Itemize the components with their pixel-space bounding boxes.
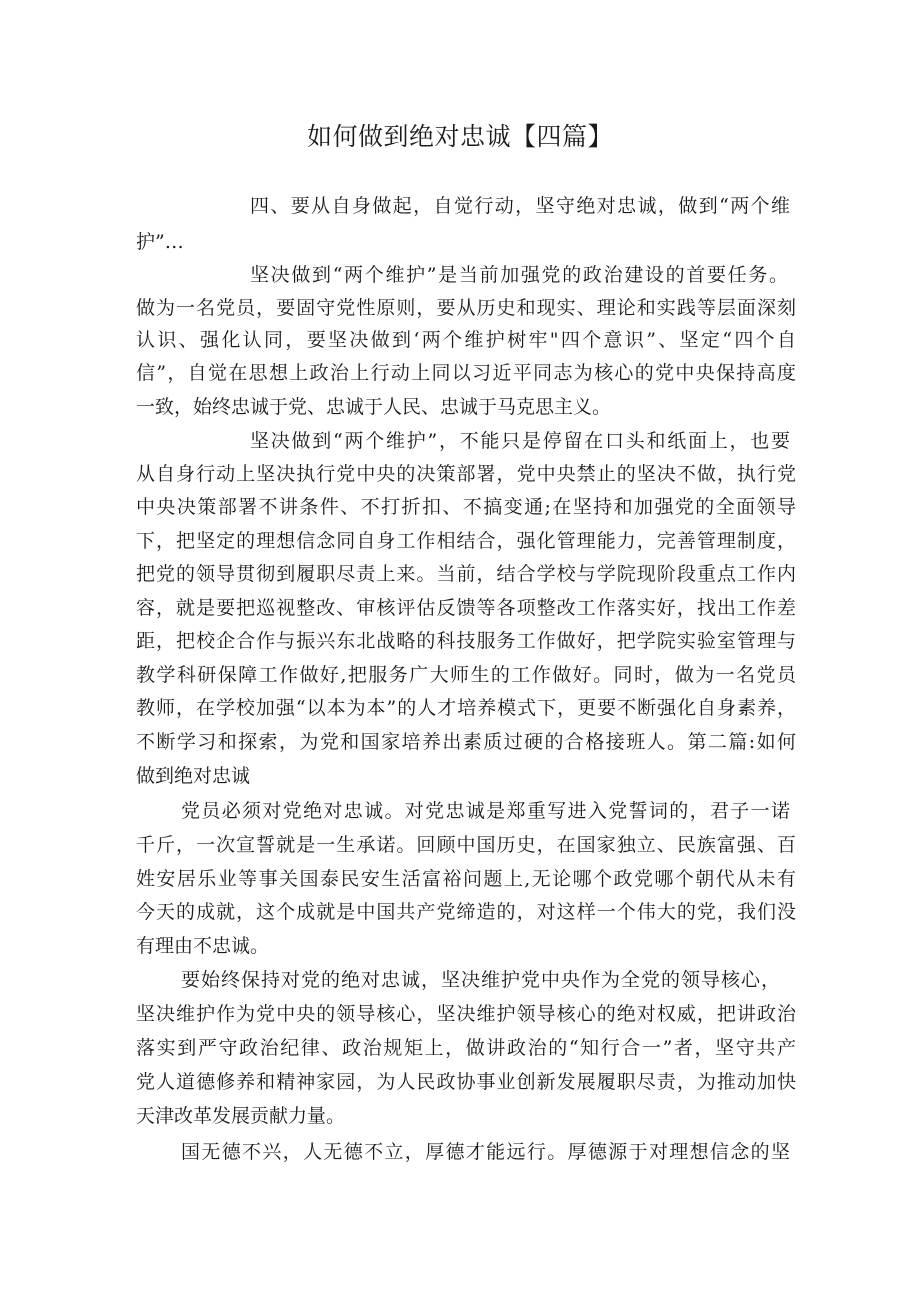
text-line: 姓安居乐业等事关国泰民安生活富裕问题上,无论哪个政党哪个朝代从未有 [136, 868, 796, 890]
text-line: 距，把校企合作与振兴东北战略的科技服务工作做好，把学院实验室管理与 [136, 630, 796, 652]
text-line: 国无德不兴，人无德不立，厚德才能远行。厚德源于对理想信念的坚 [181, 1141, 790, 1163]
text-line: 一致，始终忠诚于党、忠诚于人民、忠诚于马克思主义。 [136, 396, 612, 418]
text-line: 坚决做到“两个维护”，不能只是停留在口头和纸面上，也要 [250, 430, 790, 452]
text-line: 千斤，一次宣誓就是一生承诺。回顾中国历史，在国家独立、民族富强、百 [136, 834, 796, 856]
text-line: 信”，自觉在思想上政治上行动上同以习近平同志为核心的党中央保持高度 [136, 362, 796, 384]
text-line: 教学科研保障工作做好,把服务广大师生的工作做好。同时，做为一名党员 [136, 664, 796, 686]
document-title: 如何做到绝对忠诚【四篇】 [306, 122, 613, 151]
text-line: 认识、强化认同，要坚决做到‘两个维护树牢"四个意识”、坚定“四个自 [136, 329, 796, 351]
text-line: 不断学习和探索，为党和国家培养出素质过硬的合格接班人。第二篇:如何 [136, 731, 796, 753]
text-line: 坚决做到“两个维护”是当前加强党的政治建设的首要任务。 [250, 264, 788, 286]
text-line: 把党的领导贯彻到履职尽责上来。当前，结合学校与学院现阶段重点工作内 [136, 563, 796, 585]
text-line: 党人道德修养和精神家园，为人民政协事业创新发展履职尽责，为推动加快 [136, 1071, 796, 1093]
text-line: 做到绝对忠诚 [136, 765, 251, 787]
text-line: 四、要从自身做起，自觉行动，坚守绝对忠诚，做到“两个维 [250, 195, 790, 217]
text-line: 从自身行动上坚决执行党中央的决策部署，党中央禁止的坚决不做，执行党 [136, 463, 796, 485]
text-line: 坚决维护作为党中央的领导核心，坚决维护领导核心的绝对权威，把讲政治 [136, 1003, 796, 1025]
text-line: 护”… [136, 231, 184, 253]
text-line: 做为一名党员，要固守党性原则，要从历史和现实、理论和实践等层面深刻 [136, 297, 796, 319]
text-line: 有理由不忠诚。 [136, 935, 270, 957]
text-line: 要始终保持对党的绝对忠诚，坚决维护党中央作为全党的领导核心， [181, 969, 780, 991]
text-line: 落实到严守政治纪律、政治规矩上，做讲政治的“知行合一”者，坚守共产 [136, 1037, 796, 1059]
text-line: 下，把坚定的理想信念同自身工作相结合，强化管理能力，完善管理制度， [136, 530, 796, 552]
text-line: 党员必须对党绝对忠诚。对党忠诚是郑重写进入党誓词的，君子一诺 [181, 800, 790, 822]
text-line: 教师，在学校加强“以本为本”的人才培养模式下，更要不断强化自身素养， [136, 697, 796, 719]
text-line: 容，就是要把巡视整改、审核评估反馈等各项整改工作落实好，找出工作差 [136, 597, 796, 619]
text-line: 今天的成就，这个成就是中国共产党缔造的，对这样一个伟大的党，我们没 [136, 901, 796, 923]
text-line: 天津改革发展贡献力量。 [136, 1105, 346, 1127]
text-line: 中央决策部署不讲条件、不打折扣、不搞变通;在坚持和加强党的全面领导 [136, 496, 796, 518]
